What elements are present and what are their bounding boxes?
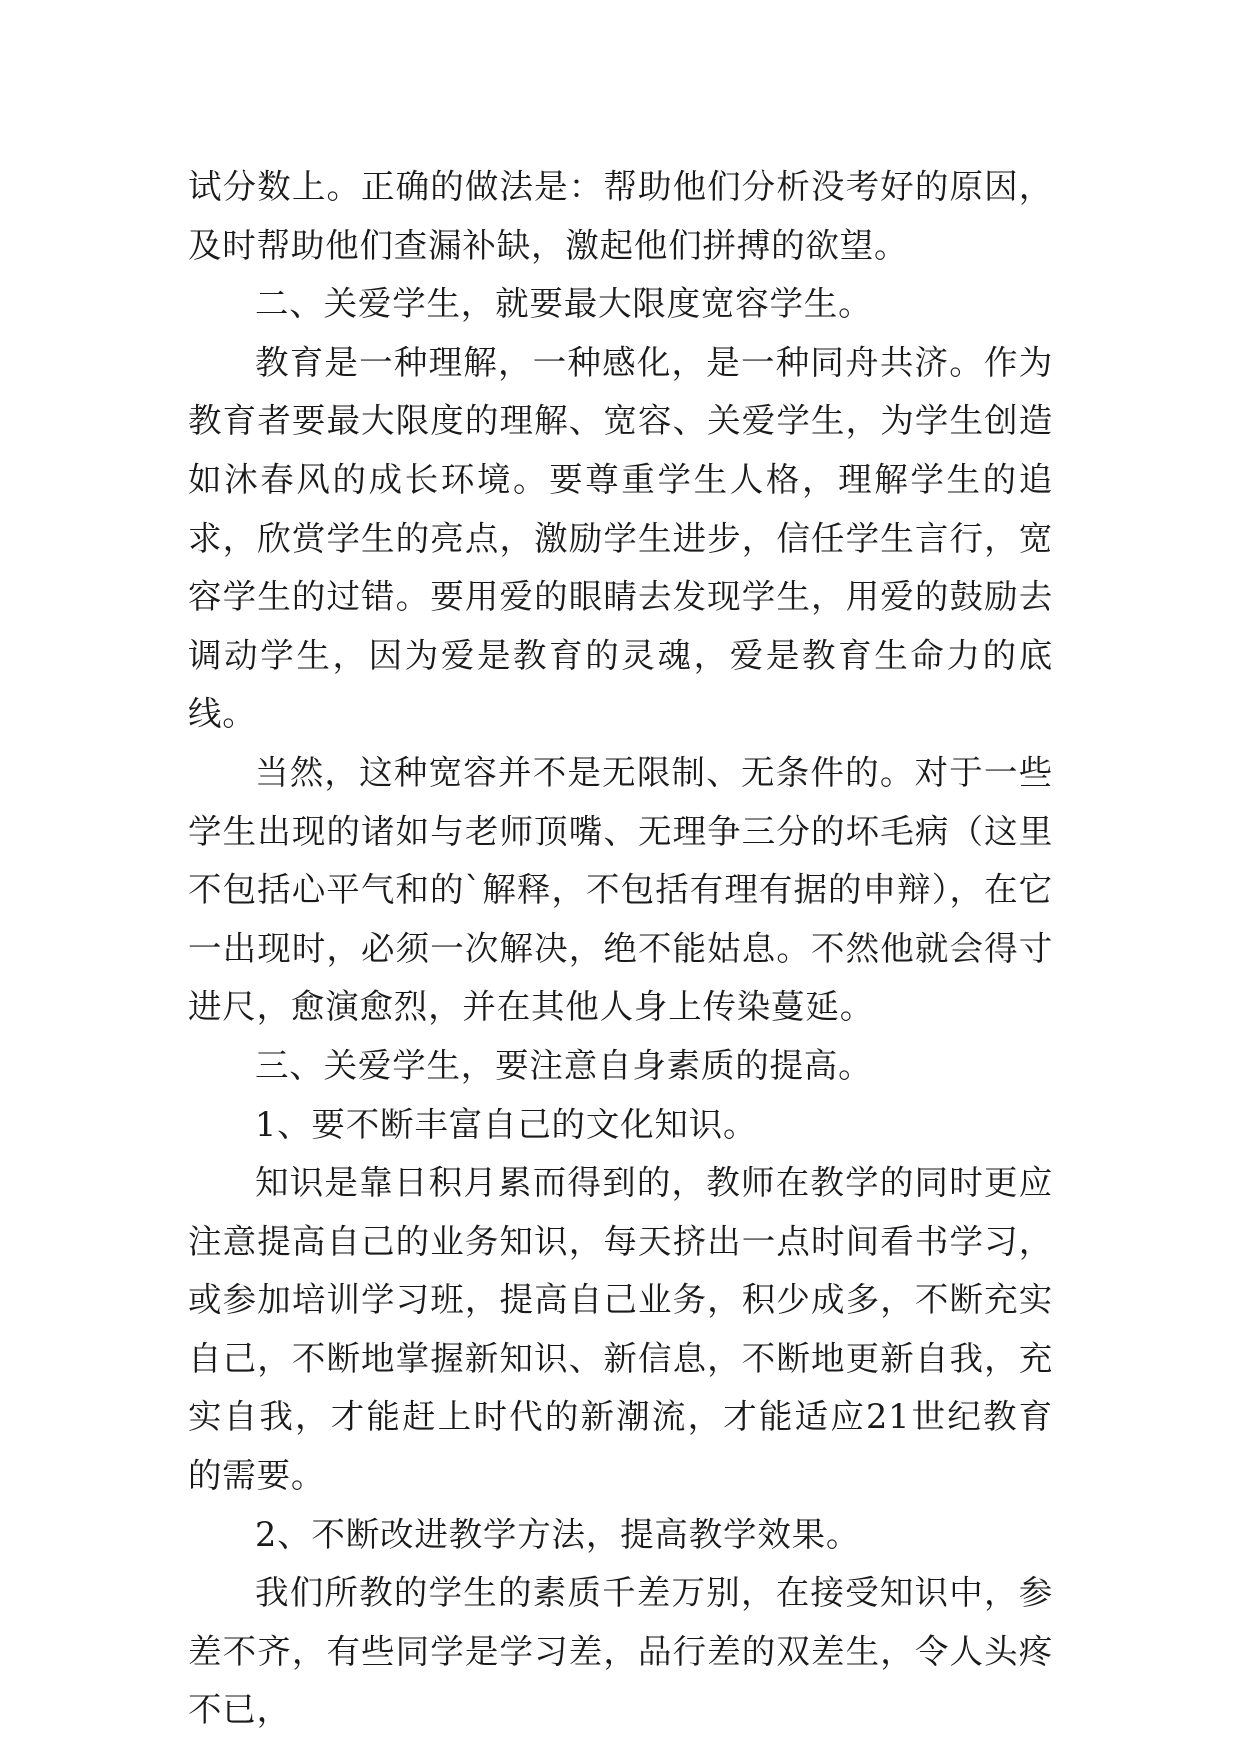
paragraph: 教育是一种理解，一种感化，是一种同舟共济。作为教育者要最大限度的理解、宽容、关爱学生，为学生创造如沐春风的成长环境。要尊重学生人格，理解学生的追求，欣赏学生的亮点，激励学生进步，信任学生言行，宽容学生的过错。要用爱的眼睛去发现学生，用爱的鼓励去调动学生，因为爱是教育的灵魂，爱是教育生命力的底线。 — [188, 342, 1053, 734]
paragraph: 知识是靠日积月累而得到的，教师在教学的同时更应注意提高自己的业务知识，每天挤出一点时间看书学习，或参加培训学习班，提高自己业务，积少成多，不断充实自己，不断地掌握新知识、新信息，不断地更新自我，充实自我，才能赶上时代的新潮流，才能适应21世纪教育的需要。 — [188, 1163, 1053, 1496]
paragraph: 我们所教的学生的素质千差万别，在接受知识中，参差不齐，有些同学是学习差，品行差的双差生，令人头疼不已， — [188, 1573, 1053, 1730]
paragraph-continuation: 试分数上。正确的做法是：帮助他们分析没考好的原因，及时帮助他们查漏补缺，激起他们拼搏的欲望。 — [188, 167, 1053, 265]
section-heading-2: 二、关爱学生，就要最大限度宽容学生。 — [255, 284, 873, 324]
subsection-heading-2: 2、不断改进教学方法，提高教学效果。 — [255, 1514, 861, 1554]
subsection-heading-1: 1、要不断丰富自己的文化知识。 — [255, 1104, 758, 1144]
paragraph: 当然，这种宽容并不是无限制、无条件的。对于一些学生出现的诸如与老师顶嘴、无理争三分的坏毛病（这里不包括心平气和的`解释，不包括有理有据的申辩），在它一出现时，必须一次解决，绝不能姑息。不然他就会得寸进尺，愈演愈烈，并在其他人身上传染蔓延。 — [188, 752, 1053, 1027]
section-heading-3: 三、关爱学生，要注意自身素质的提高。 — [255, 1045, 873, 1085]
document-body — [188, 158, 1053, 1740]
